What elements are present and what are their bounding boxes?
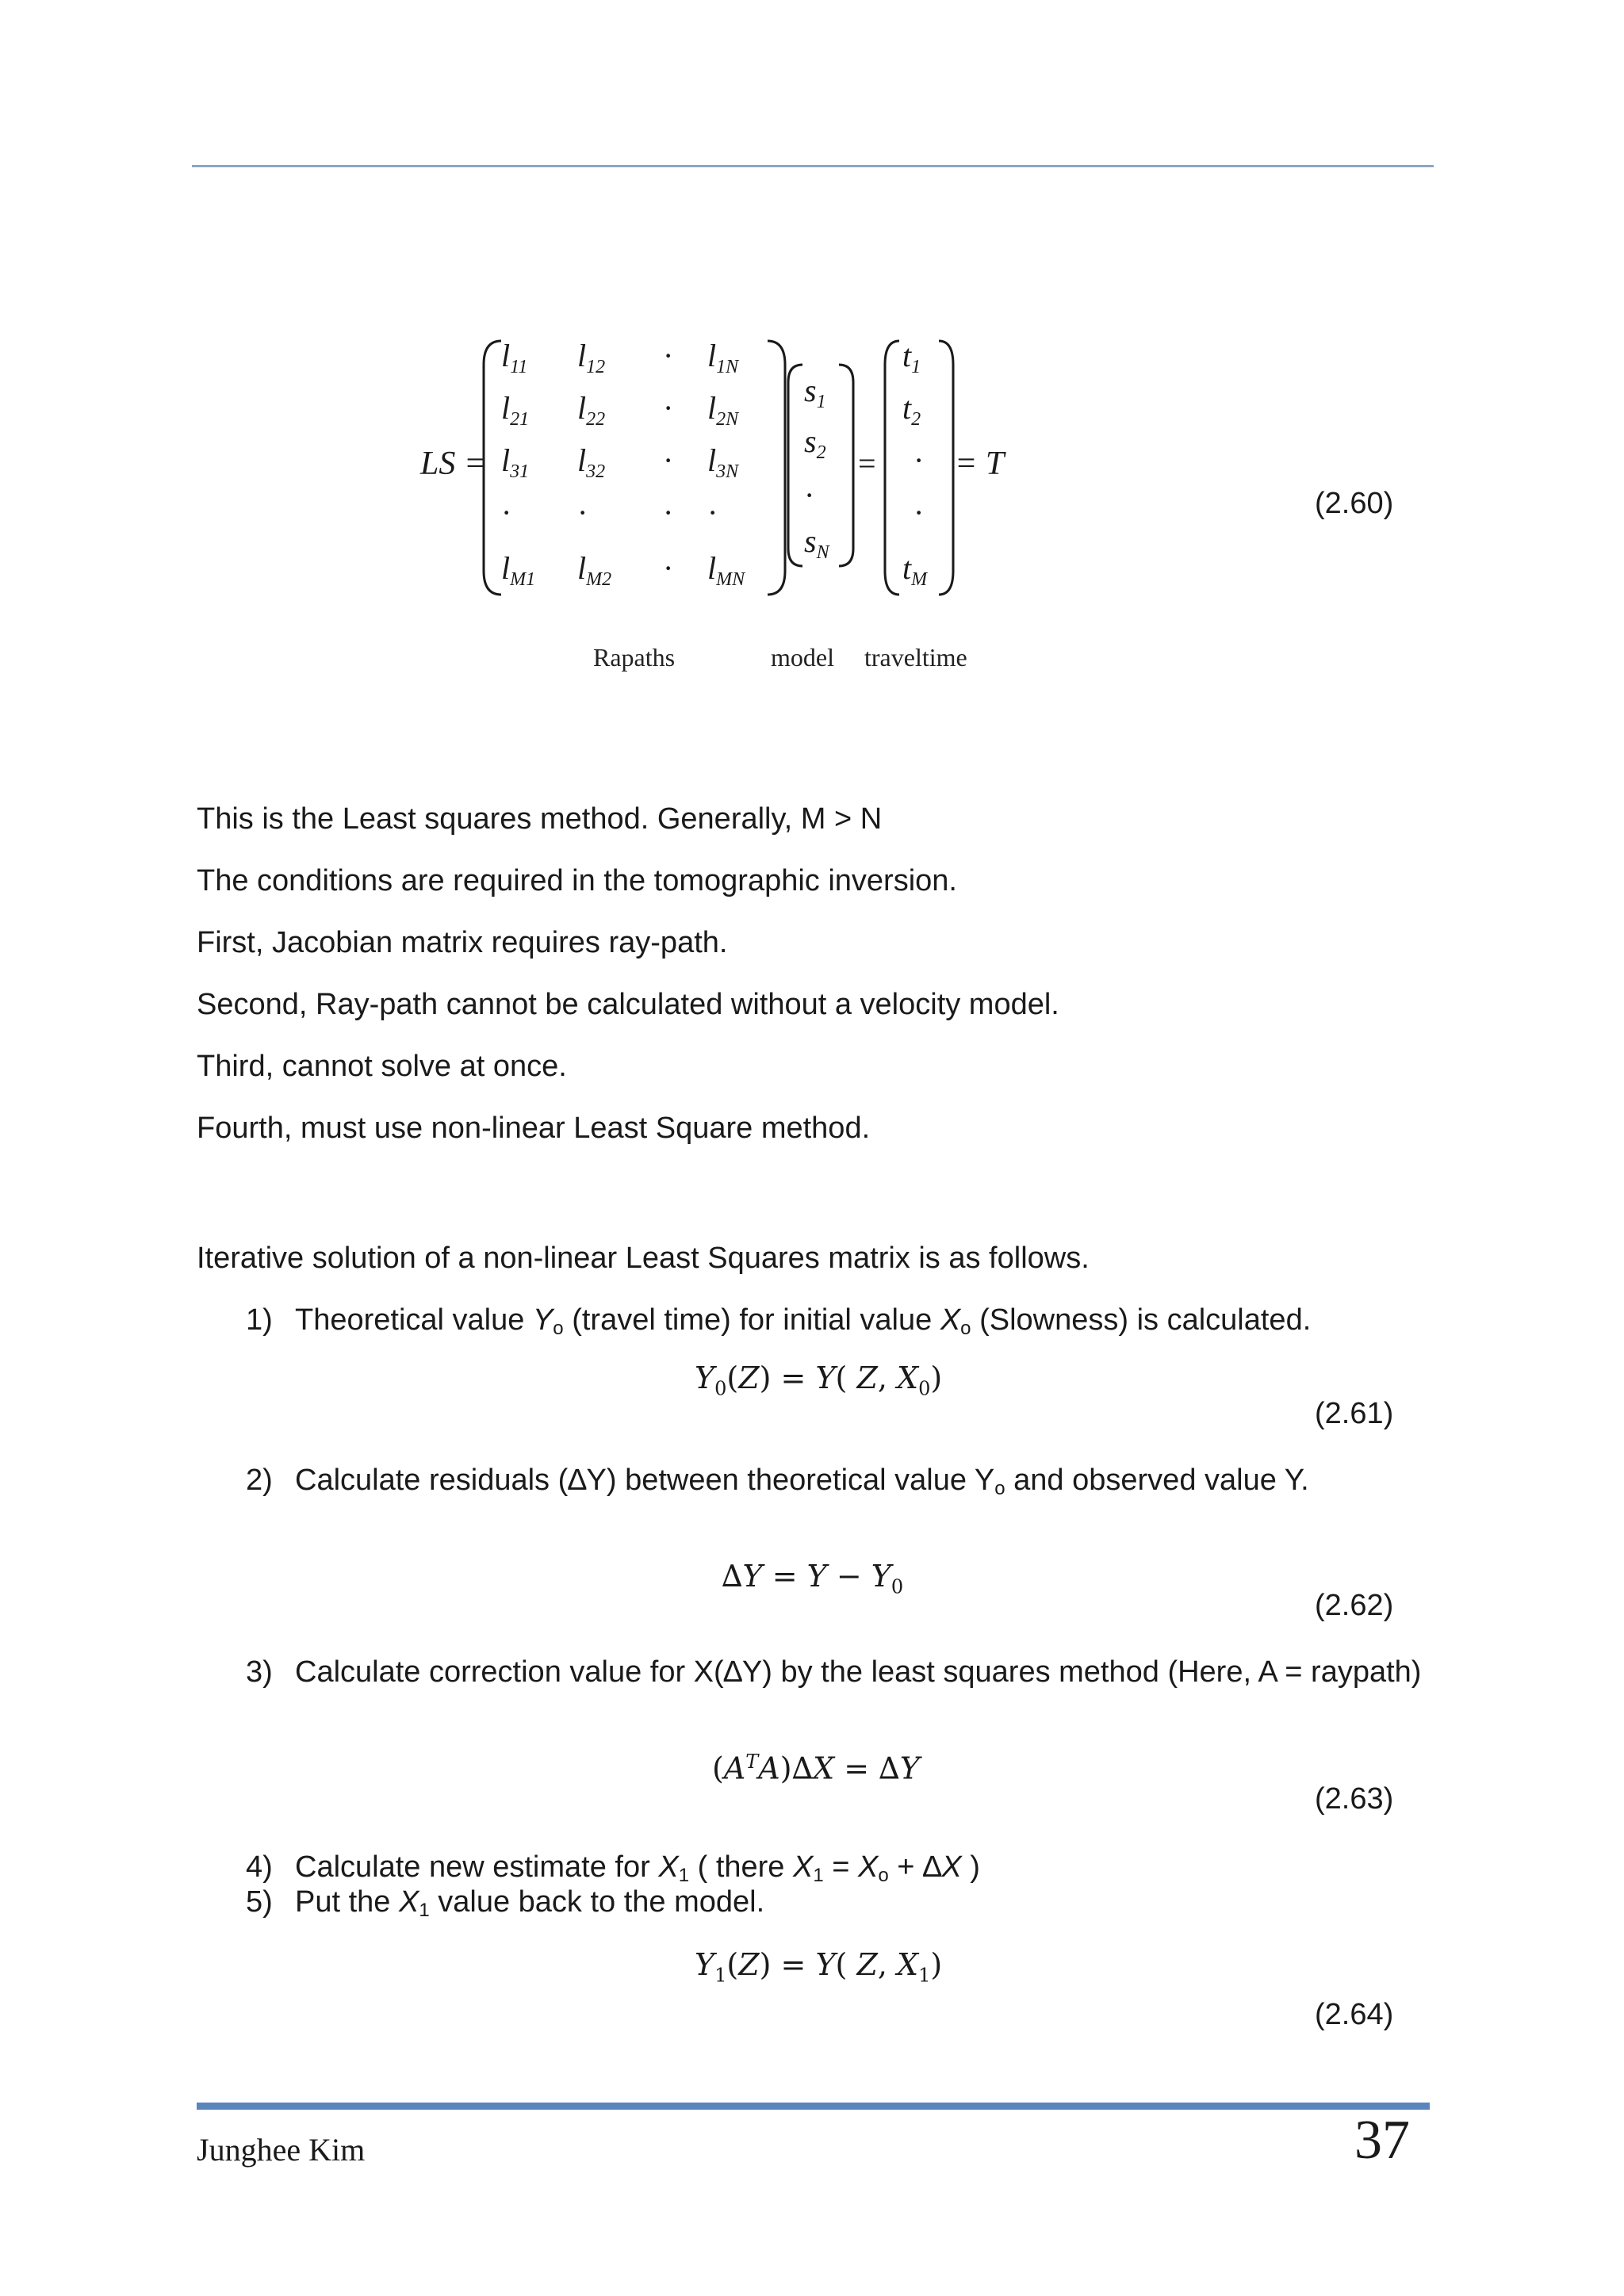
equation-2-62: $\Delta Y = Y - Y_0$: [722, 1559, 904, 1598]
header-rule: [192, 165, 1434, 167]
paragraph-fourth: Fourth, must use non-linear Least Square method.: [197, 1112, 871, 1145]
paragraph-iterative: Iterative solution of a non-linear Least Squares matrix is as follows.: [197, 1242, 1090, 1275]
paragraph-third: Third, cannot solve at once.: [197, 1050, 567, 1083]
paragraph-conditions: The conditions are required in the tomographic inversion.: [197, 864, 957, 897]
equation-2-64: $Y_1(Z) = Y$( Z, $X_1$): [695, 1947, 943, 1987]
t-vector-right-bracket: [939, 341, 953, 595]
eq-number-2-62: (2.62): [1315, 1589, 1394, 1622]
l-matrix-entry: l22: [577, 390, 606, 430]
s-vector: [804, 373, 831, 563]
l-matrix-entry: l3N: [707, 442, 739, 482]
s-vector-entry: ·: [804, 477, 815, 513]
paragraph-first: First, Jacobian matrix requires ray-path.: [197, 926, 728, 959]
s-vector-entry: s1: [804, 373, 826, 412]
s-vector-entry: s2: [804, 423, 826, 463]
t-vector-entry: t1: [902, 338, 921, 377]
matrix-rhs: = T: [955, 446, 1005, 482]
list-number: 4): [246, 1850, 273, 1884]
matrix-lhs: LS =: [420, 446, 487, 482]
eq-number-2-64: (2.64): [1315, 1998, 1394, 2031]
l-matrix-entry: l1N: [707, 338, 739, 377]
list-number: 3): [246, 1655, 273, 1689]
l-matrix-entry: ·: [663, 495, 674, 530]
l-matrix-entry: lM2: [577, 550, 612, 590]
l-matrix-entry: ·: [663, 338, 674, 373]
label-rapaths: Rapaths: [593, 643, 676, 672]
l-matrix-entry: l2N: [707, 390, 739, 430]
list-item-step-3: [246, 1655, 1435, 1695]
t-vector-entry: tM: [902, 550, 928, 590]
list-number: 2): [246, 1464, 273, 1497]
list-item-step-5: [246, 1885, 1435, 1925]
l-matrix: [501, 338, 746, 590]
list-item-step-1: [246, 1303, 1435, 1343]
list-text: Calculate correction value for X(∆Y) by the least squares method (Here, A = raypath): [295, 1655, 1422, 1689]
s-vector-right-bracket: [839, 365, 853, 566]
t-vector-left-bracket: [885, 341, 899, 595]
s-vector-entry: sN: [804, 523, 829, 563]
list-number: 5): [246, 1885, 273, 1919]
l-matrix-right-bracket: [768, 341, 785, 595]
l-matrix-entry: l21: [501, 390, 530, 430]
eq-number-2-63: (2.63): [1315, 1782, 1394, 1816]
label-traveltime: traveltime: [864, 643, 967, 672]
l-matrix-entry: ·: [663, 390, 674, 426]
eq-number-2-61: (2.61): [1315, 1397, 1394, 1430]
list-text: Put the $X_1$ value back to the model.: [295, 1885, 765, 1921]
l-matrix-entry: lMN: [707, 550, 745, 590]
list-item-step-4: [246, 1850, 1435, 1890]
t-vector: [902, 338, 929, 590]
l-matrix-entry: l31: [501, 442, 530, 482]
equation-2-63: $(A^TA)\Delta X = \Delta Y$: [712, 1751, 920, 1786]
t-vector-entry: ·: [914, 442, 925, 478]
page-number: 37: [1354, 2110, 1410, 2171]
list-number: 1): [246, 1303, 273, 1337]
eq-number-2-60: (2.60): [1315, 487, 1394, 520]
paragraph-least-squares: This is the Least squares method. Generally, M > N: [197, 802, 883, 836]
equation-2-61: $Y_0(Z) = Y$( Z, $X_0$): [695, 1360, 943, 1400]
l-matrix-entry: l11: [501, 338, 528, 377]
l-matrix-entry: lM1: [501, 550, 536, 590]
matrix-equals: =: [858, 446, 876, 481]
list-text: Calculate new estimate for $X_1$ ( there $X_1 = X_o + \Delta X$ ): [295, 1850, 980, 1886]
list-item-step-2: [246, 1464, 1435, 1503]
label-model: model: [771, 643, 834, 672]
l-matrix-entry: ·: [663, 550, 674, 586]
s-vector-left-bracket: [788, 365, 802, 566]
l-matrix-entry: ·: [707, 495, 718, 530]
t-vector-entry: t2: [902, 390, 921, 430]
l-matrix-left-bracket: [484, 341, 501, 595]
list-text: Theoretical value $Y_o$ (travel time) for initial value $X_o$ (Slowness) is calculated.: [295, 1303, 1312, 1339]
l-matrix-entry: ·: [663, 442, 674, 478]
l-matrix-entry: ·: [577, 495, 588, 530]
l-matrix-entry: l12: [577, 338, 606, 377]
l-matrix-entry: ·: [501, 495, 512, 530]
footer-author: Junghee Kim: [197, 2132, 366, 2168]
l-matrix-entry: l32: [577, 442, 606, 482]
list-text: Calculate residuals (∆Y) between theoretical value $Y_o$ and observed value Y.: [295, 1464, 1309, 1499]
paragraph-second: Second, Ray-path cannot be calculated without a velocity model.: [197, 988, 1059, 1021]
footer-rule: [197, 2103, 1430, 2110]
matrix-equation: [412, 333, 1063, 698]
t-vector-entry: ·: [914, 495, 925, 530]
